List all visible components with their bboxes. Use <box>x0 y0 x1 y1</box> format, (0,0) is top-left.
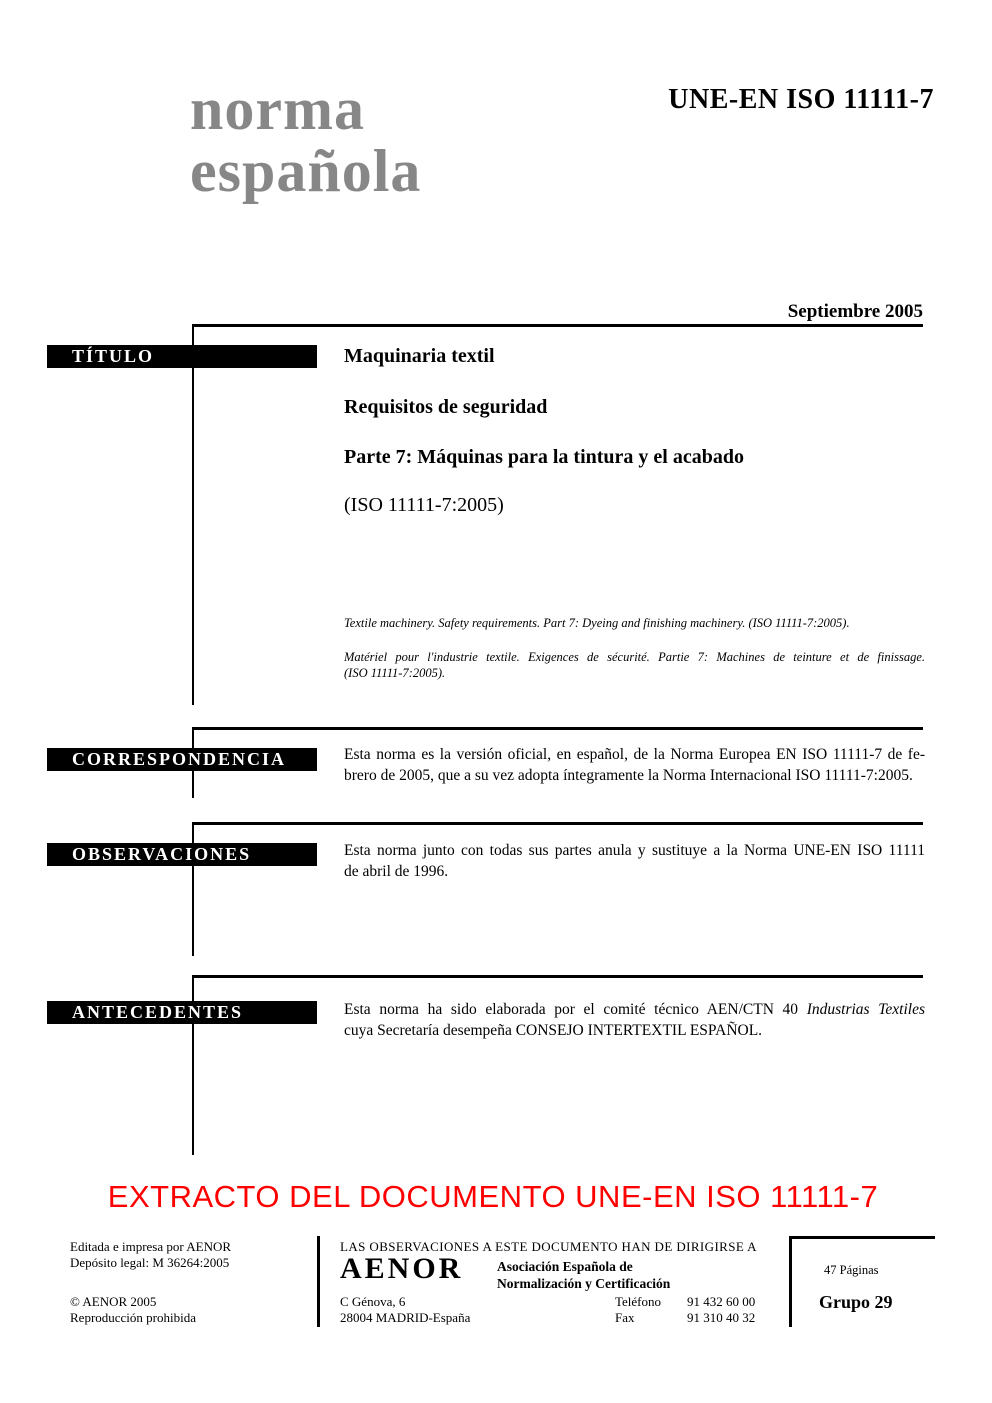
section-label-antecedentes: ANTECEDENTES <box>47 1001 317 1024</box>
rule-titulo-left <box>192 324 194 705</box>
title-translation-french-line2: (ISO 11111-7:2005). <box>344 665 446 680</box>
antecedentes-line1 <box>344 999 925 1020</box>
antecedentes-line2: cuya Secretaría desempeña CONSEJO INTERTEXTIL ESPAÑOL. <box>344 1022 763 1039</box>
correspondencia-text <box>344 744 925 786</box>
correspondencia-line2: brero de 2005, que a su vez adopta íntegramente la Norma Internacional ISO 11111-7:2005. <box>344 767 913 784</box>
brand-line-2: española <box>190 138 422 204</box>
section-label-titulo: TÍTULO <box>47 345 317 368</box>
footer-address-line1: C Génova, 6 <box>340 1294 406 1309</box>
aenor-org-name <box>497 1258 670 1292</box>
footer-fax-value: 91 310 40 32 <box>687 1310 756 1325</box>
footer-divider-left <box>317 1236 320 1327</box>
title-line-2: Requisitos de seguridad <box>344 396 548 418</box>
footer-observations-notice: LAS OBSERVACIONES A ESTE DOCUMENTO HAN DE DIRIGIRSE A <box>340 1239 757 1254</box>
footer-reproduction-notice: Reproducción prohibida <box>70 1310 196 1325</box>
aenor-org-line1: Asociación Española de <box>497 1259 633 1274</box>
extract-notice: EXTRACTO DEL DOCUMENTO UNE-EN ISO 11111-7 <box>107 1179 879 1214</box>
title-line-4: (ISO 11111-7:2005) <box>344 494 504 516</box>
antecedentes-text <box>344 999 925 1041</box>
footer-page-count: 47 Páginas <box>824 1263 879 1277</box>
publication-date: Septiembre 2005 <box>787 301 923 322</box>
document-number: UNE-EN ISO 11111-7 <box>668 84 934 115</box>
antecedentes-line1-text: Esta norma ha sido elaborada por el comité técnico AEN/CTN 40 <box>344 1001 807 1018</box>
title-translation-french <box>344 650 925 681</box>
rule-correspondencia-top <box>192 727 923 730</box>
observaciones-line2: de abril de 1996. <box>344 863 449 880</box>
footer-phone-value: 91 432 60 00 <box>687 1294 756 1309</box>
section-label-correspondencia: CORRESPONDENCIA <box>47 748 317 771</box>
footer-right-top-rule <box>789 1236 935 1239</box>
brand-logo-text <box>190 78 421 202</box>
title-line-3: Parte 7: Máquinas para la tintura y el acabado <box>344 446 744 468</box>
observaciones-text <box>344 840 925 882</box>
footer-imprint-line1: Editada e impresa por AENOR <box>70 1239 232 1254</box>
title-translation-english: Textile machinery. Safety requirements. Part 7: Dyeing and finishing machinery. (ISO 11111-7:2005). <box>344 616 850 630</box>
aenor-logo: AENOR <box>340 1252 464 1285</box>
footer-copyright: © AENOR 2005 <box>70 1294 157 1309</box>
title-line-1: Maquinaria textil <box>344 345 495 367</box>
rule-titulo-top <box>192 324 923 327</box>
rule-antecedentes-top <box>192 975 923 978</box>
correspondencia-line1: Esta norma es la versión oficial, en español, de la Norma Europea EN ISO 11111-7 de fe- <box>344 746 925 763</box>
footer-phone-label: Teléfono <box>615 1294 662 1309</box>
footer-divider-right <box>789 1236 792 1327</box>
rule-observaciones-top <box>192 822 923 825</box>
footer-imprint-line2: Depósito legal: M 36264:2005 <box>70 1255 230 1270</box>
footer-group-number: Grupo 29 <box>819 1292 893 1312</box>
brand-line-1: norma <box>190 76 365 142</box>
title-translation-french-line1: Matériel pour l'industrie textile. Exigences de sécurité. Partie 7: Machines de teinture et de finissage. <box>344 650 925 664</box>
aenor-org-line2: Normalización y Certificación <box>497 1276 671 1291</box>
footer-fax-label: Fax <box>615 1310 635 1325</box>
footer-address-line2: 28004 MADRID-España <box>340 1310 471 1325</box>
section-label-observaciones: OBSERVACIONES <box>47 843 317 866</box>
observaciones-line1: Esta norma junto con todas sus partes anula y sustituye a la Norma UNE-EN ISO 11111 <box>344 842 925 859</box>
antecedentes-line1-italic: Industrias Textiles <box>806 1001 925 1018</box>
